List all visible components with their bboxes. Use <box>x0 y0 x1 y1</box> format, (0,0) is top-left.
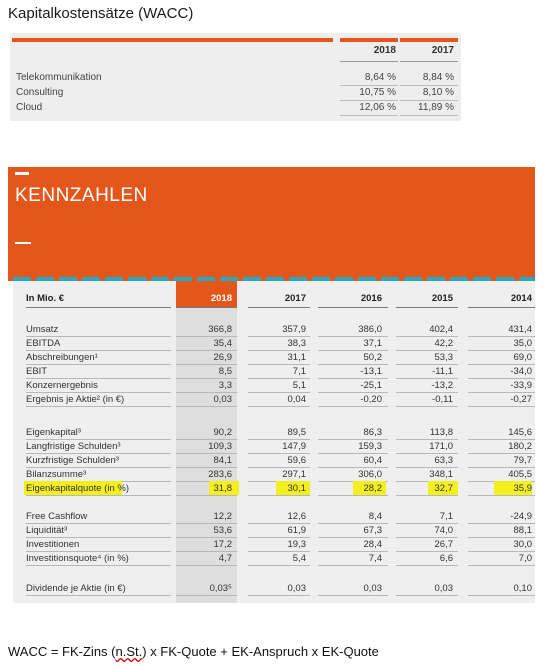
cell-2018: 53,6 <box>213 525 232 536</box>
table-row <box>8 482 535 496</box>
cell-2015: 113,8 <box>429 427 453 438</box>
wacc-year-2017: 2017 <box>431 45 454 56</box>
header-divider <box>340 61 398 62</box>
row-rule <box>176 565 237 566</box>
table-row <box>8 468 535 482</box>
cell-2017: 5,1 <box>292 380 306 391</box>
table-row <box>8 524 535 538</box>
row-rule <box>318 406 388 407</box>
cell-2014: 79,7 <box>513 455 532 466</box>
cell-2017: 38,3 <box>287 338 306 349</box>
header-divider <box>248 307 310 308</box>
cell-2016: 28,2 <box>363 483 382 494</box>
table-row <box>8 351 535 365</box>
row-label: Kurzfristige Schulden³ <box>26 455 119 466</box>
row-rule <box>468 495 535 496</box>
row-rule <box>400 115 458 116</box>
formula-part: ) x FK-Quote + EK-Anspruch x EK-Quote <box>142 644 379 659</box>
wacc-row <box>10 71 461 86</box>
banner-dash <box>15 172 29 175</box>
row-rule <box>396 595 458 596</box>
cell-2015: 53,3 <box>434 352 453 363</box>
row-label: Langfristige Schulden³ <box>26 441 121 452</box>
formula-part: WACC = FK-Zins ( <box>8 644 116 659</box>
row-label: Umsatz <box>26 324 59 335</box>
cell-2015: -11,1 <box>432 366 453 377</box>
wacc-value-2017: 11,89 % <box>418 102 454 113</box>
cell-2015: 74,0 <box>434 525 453 536</box>
unit-label: In Mio. € <box>26 293 64 304</box>
cell-2014: -24,9 <box>510 511 532 522</box>
cell-2014: 35,0 <box>513 338 532 349</box>
table-row <box>8 323 535 337</box>
cell-2016: -25,1 <box>360 380 382 391</box>
cell-2018: 3,3 <box>218 380 232 391</box>
cell-2018: 366,8 <box>208 324 232 335</box>
row-rule <box>318 495 388 496</box>
wacc-formula <box>8 644 379 659</box>
cell-2015: 7,1 <box>439 511 453 522</box>
cell-2017: 89,5 <box>287 427 306 438</box>
row-rule <box>340 115 398 116</box>
header-divider <box>176 307 237 308</box>
year-header-2016: 2016 <box>360 293 382 304</box>
cell-2017: 19,3 <box>287 539 306 550</box>
cell-2016: 86,3 <box>363 427 382 438</box>
cell-2017: 0,04 <box>287 394 306 405</box>
cell-2016: 60,4 <box>363 455 382 466</box>
header-divider <box>396 307 458 308</box>
row-rule <box>468 595 535 596</box>
row-rule <box>318 595 388 596</box>
row-rule <box>248 495 310 496</box>
cell-2018: 0,03⁵ <box>209 583 232 594</box>
row-rule <box>176 595 237 596</box>
cell-2016: 0,03 <box>363 583 382 594</box>
cell-2018: 12,2 <box>213 511 232 522</box>
cell-2015: 171,0 <box>429 441 453 452</box>
wacc-value-2018: 8,64 % <box>364 72 396 83</box>
cell-2018: 0,03 <box>213 394 232 405</box>
cell-2017: 31,1 <box>287 352 306 363</box>
row-label: Konzernergebnis <box>26 380 98 391</box>
cell-2014: 35,9 <box>513 483 532 494</box>
table-row <box>8 393 535 407</box>
table-row <box>8 426 535 440</box>
cell-2018: 35,4 <box>213 338 232 349</box>
row-label: Investitionsquote⁴ (in %) <box>26 553 129 564</box>
table-row <box>8 440 535 454</box>
header-divider <box>26 307 171 308</box>
row-rule <box>26 595 171 596</box>
cell-2017: 12,6 <box>287 511 306 522</box>
wacc-row-label: Telekommunikation <box>16 72 102 83</box>
cell-2017: 59,6 <box>287 455 306 466</box>
row-label: EBIT <box>26 366 48 377</box>
wacc-value-2017: 8,10 % <box>422 87 454 98</box>
row-rule <box>396 565 458 566</box>
cell-2016: -0,20 <box>360 394 382 405</box>
wacc-value-2018: 12,06 % <box>359 102 396 113</box>
header-divider <box>468 307 535 308</box>
cell-2014: 0,10 <box>513 583 532 594</box>
cell-2014: 30,0 <box>513 539 532 550</box>
cell-2016: 37,1 <box>363 338 382 349</box>
cell-2015: 348,1 <box>429 469 453 480</box>
row-label: Abschreibungen¹ <box>26 352 98 363</box>
cell-2015: 63,3 <box>434 455 453 466</box>
table-row <box>8 337 535 351</box>
cell-2018: 8,5 <box>218 366 232 377</box>
cell-2014: 145,6 <box>508 427 532 438</box>
row-label: Free Cashflow <box>26 511 88 522</box>
table-row <box>8 454 535 468</box>
header-divider <box>400 61 458 62</box>
cell-2018: 109,3 <box>208 441 232 452</box>
table-row <box>8 379 535 393</box>
kennzahlen-title: KENNZAHLEN <box>15 185 148 206</box>
row-rule <box>318 565 388 566</box>
formula-nst: n.St. <box>115 644 143 659</box>
cell-2014: -33,9 <box>510 380 532 391</box>
row-rule <box>468 406 535 407</box>
cell-2014: 431,4 <box>508 324 532 335</box>
table-row <box>8 582 535 596</box>
kennzahlen-table <box>8 167 535 603</box>
table-row <box>8 552 535 566</box>
cell-2017: 61,9 <box>287 525 306 536</box>
year-header-2014: 2014 <box>510 293 532 304</box>
cell-2015: 402,4 <box>429 324 453 335</box>
header-rule-label <box>12 38 333 42</box>
row-label: Investitionen <box>26 539 80 550</box>
cell-2017: 30,1 <box>287 483 306 494</box>
cell-2014: 69,0 <box>513 352 532 363</box>
wacc-row-label: Cloud <box>16 102 43 113</box>
row-label: EBITDA <box>26 338 61 349</box>
table-row <box>8 538 535 552</box>
cell-2015: 26,7 <box>434 539 453 550</box>
cell-2018: 31,8 <box>213 483 232 494</box>
row-rule <box>26 495 171 496</box>
cell-2014: 405,5 <box>508 469 532 480</box>
table-row <box>8 510 535 524</box>
cell-2016: 28,4 <box>363 539 382 550</box>
cell-2016: 50,2 <box>363 352 382 363</box>
wacc-value-2017: 8,84 % <box>422 72 454 83</box>
cell-2015: 32,7 <box>434 483 453 494</box>
cell-2015: 42,2 <box>434 338 453 349</box>
cell-2015: -13,2 <box>431 380 453 391</box>
cell-2016: 306,0 <box>358 469 382 480</box>
row-rule <box>26 406 171 407</box>
cell-2017: 7,1 <box>292 366 306 377</box>
cell-2017: 0,03 <box>287 583 306 594</box>
cell-2014: -0,27 <box>510 394 532 405</box>
row-rule <box>176 495 237 496</box>
row-rule <box>396 406 458 407</box>
row-rule <box>468 565 535 566</box>
document-title: Kapitalkostensätze (WACC) <box>8 5 194 22</box>
row-rule <box>248 406 310 407</box>
cell-2018: 283,6 <box>208 469 232 480</box>
cell-2016: 386,0 <box>358 324 382 335</box>
cell-2018: 4,7 <box>218 553 232 564</box>
wacc-year-2018: 2018 <box>373 45 396 56</box>
row-label: Eigenkapitalquote (in %) <box>26 483 129 494</box>
cell-2017: 5,4 <box>292 553 306 564</box>
wacc-table <box>10 33 461 121</box>
cell-2016: 159,3 <box>358 441 382 452</box>
row-rule <box>248 595 310 596</box>
cell-2015: 0,03 <box>434 583 453 594</box>
cell-2014: 7,0 <box>518 553 532 564</box>
cell-2017: 357,9 <box>282 324 306 335</box>
row-label: Bilanzsumme³ <box>26 469 87 480</box>
wacc-value-2018: 10,75 % <box>359 87 396 98</box>
row-rule <box>176 406 237 407</box>
cell-2015: -0,11 <box>432 394 453 405</box>
cell-2018: 84,1 <box>213 455 232 466</box>
table-row <box>8 365 535 379</box>
cell-2016: -13,1 <box>360 366 382 377</box>
header-rule-2018 <box>340 38 398 42</box>
row-rule <box>248 565 310 566</box>
row-rule <box>396 495 458 496</box>
row-label: Ergebnis je Aktie² (in €) <box>26 394 125 405</box>
cell-2014: 88,1 <box>513 525 532 536</box>
cell-2017: 297,1 <box>282 469 306 480</box>
banner-dash <box>15 242 31 244</box>
cell-2016: 8,4 <box>368 511 382 522</box>
row-rule <box>26 565 171 566</box>
cell-2016: 67,3 <box>363 525 382 536</box>
wacc-row <box>10 86 461 101</box>
cell-2018: 90,2 <box>213 427 232 438</box>
cell-2016: 7,4 <box>368 553 382 564</box>
cell-2015: 6,6 <box>439 553 453 564</box>
cell-2014: -34,0 <box>510 366 532 377</box>
header-divider <box>318 307 388 308</box>
row-label: Dividende je Aktie (in €) <box>26 583 126 594</box>
cell-2018: 26,9 <box>213 352 232 363</box>
wacc-row <box>10 101 461 116</box>
cell-2017: 147,9 <box>282 441 306 452</box>
year-header-2018: 2018 <box>210 293 232 304</box>
wacc-row-label: Consulting <box>16 87 64 98</box>
year-header-2017: 2017 <box>284 293 306 304</box>
row-label: Liquidität³ <box>26 525 68 536</box>
year-header-2015: 2015 <box>431 293 453 304</box>
row-label: Eigenkapital³ <box>26 427 81 438</box>
cell-2014: 180,2 <box>508 441 532 452</box>
cell-2018: 17,2 <box>213 539 232 550</box>
kennzahlen-banner <box>8 167 535 281</box>
header-rule-2017 <box>400 38 458 42</box>
